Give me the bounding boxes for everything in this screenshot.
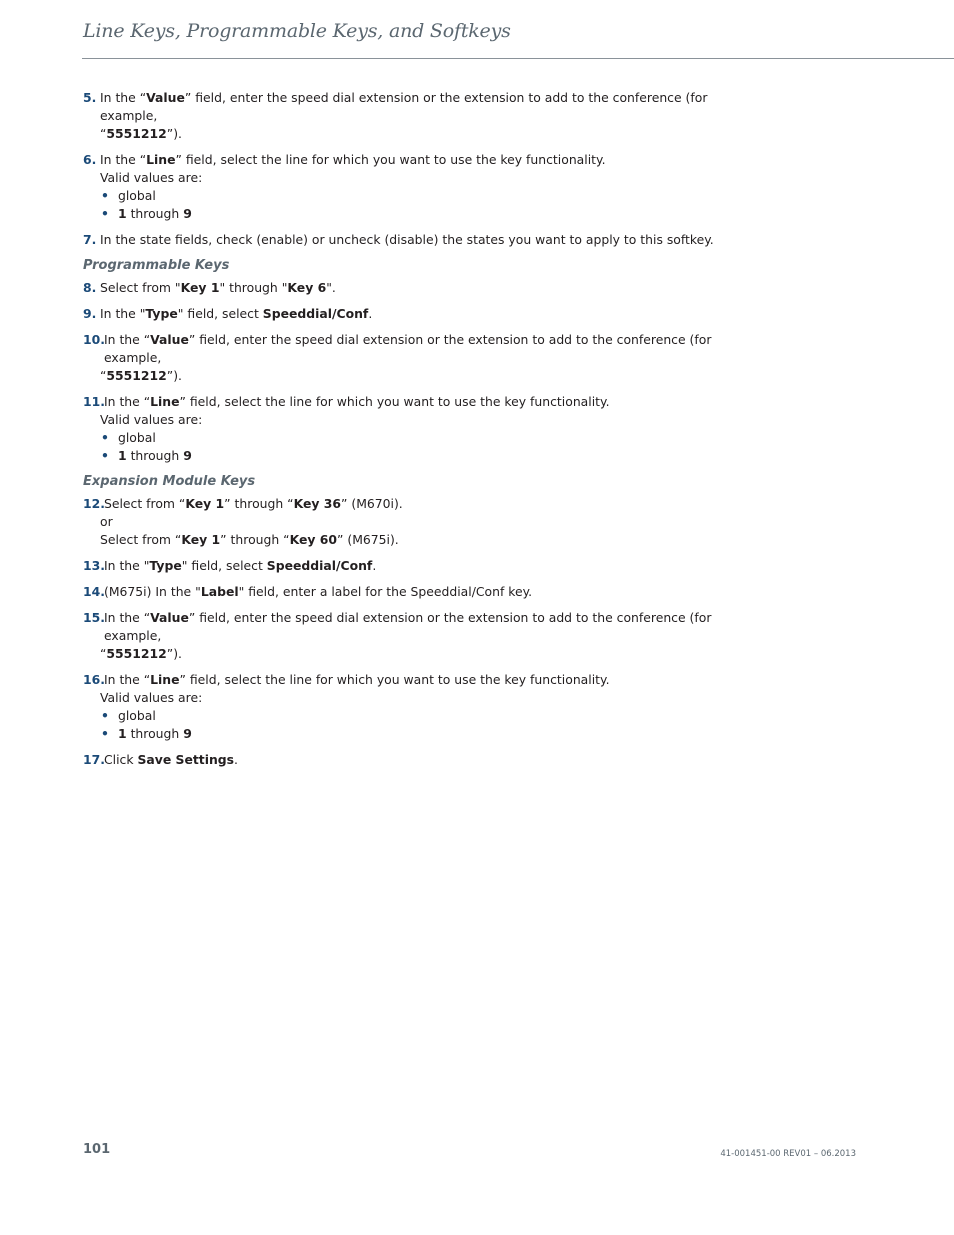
text: Select from “ — [100, 532, 182, 547]
step-number: 10. — [83, 332, 105, 347]
text: ” field, select the line for which you want to use the key functionality. — [179, 394, 610, 409]
step-number: 12. — [83, 496, 105, 511]
text: Click — [104, 752, 138, 767]
text: In the “ — [100, 152, 147, 167]
document-body — [83, 89, 743, 777]
text: Select from “ — [104, 496, 186, 511]
key-name: Key 60 — [289, 532, 337, 547]
text: ” field, enter the speed dial extension or the extension to add to the conference (for example, — [104, 332, 712, 365]
step-text — [104, 393, 743, 411]
key-name: Key 1 — [181, 532, 221, 547]
text: global — [118, 188, 156, 203]
text: " field, select — [177, 306, 263, 321]
valid-values-label: Valid values are: — [100, 170, 203, 185]
list-item — [100, 429, 743, 447]
step-text — [104, 495, 743, 513]
step-number: 5. — [83, 90, 97, 105]
step-number: 9. — [83, 306, 97, 321]
text: 1 — [118, 206, 127, 221]
button-name: Save Settings — [137, 752, 235, 767]
text: ” field, enter the speed dial extension or the extension to add to the conference (for example, — [100, 90, 708, 123]
step-number: 6. — [83, 152, 97, 167]
text: ” field, enter the speed dial extension or the extension to add to the conference (for example, — [104, 610, 712, 643]
text: ” through “ — [224, 496, 294, 511]
text: In the “ — [104, 610, 151, 625]
page-header-title: Line Keys, Programmable Keys, and Softkeys — [83, 20, 511, 42]
step-number: 17. — [83, 752, 105, 767]
field-name: Type — [149, 558, 182, 573]
step-text — [100, 279, 743, 297]
text: . — [234, 752, 238, 767]
text: ” through “ — [220, 532, 290, 547]
text: . — [372, 558, 377, 573]
step-text — [104, 671, 743, 689]
text: “ — [100, 126, 107, 141]
step-text: In the state fields, check (enable) or uncheck (disable) the states you want to apply to this softkey. — [100, 232, 714, 247]
text: global — [118, 430, 156, 445]
valid-values-list — [104, 707, 743, 743]
text: " through " — [219, 280, 288, 295]
step-number: 8. — [83, 280, 97, 295]
list-item — [100, 707, 743, 725]
text: 9 — [183, 448, 192, 463]
text: " field, enter a label for the Speeddial/Conf key. — [238, 584, 533, 599]
text-line — [100, 367, 182, 385]
step-9 — [83, 305, 743, 323]
text: global — [118, 708, 156, 723]
text: In the “ — [104, 672, 151, 687]
list-item — [100, 447, 743, 465]
key-name: Key 1 — [185, 496, 225, 511]
text: Select from " — [100, 280, 181, 295]
text: through — [126, 448, 184, 463]
step-number: 16. — [83, 672, 105, 687]
example-number: 5551212 — [106, 126, 167, 141]
text: In the " — [104, 558, 150, 573]
text: ”). — [166, 126, 182, 141]
example-number: 5551212 — [106, 368, 167, 383]
option-name: Speeddial/Conf — [262, 306, 369, 321]
step-text — [100, 609, 743, 663]
text: ” field, select the line for which you want to use the key functionality. — [175, 152, 606, 167]
page-number: 101 — [83, 1142, 111, 1157]
text: ”). — [166, 368, 182, 383]
field-name: Line — [150, 672, 180, 687]
text: 1 — [118, 726, 127, 741]
valid-values-label: Valid values are: — [100, 690, 203, 705]
or-text: or — [100, 514, 113, 529]
step-11 — [83, 393, 743, 465]
text: (M675i) In the " — [104, 584, 201, 599]
step-10 — [83, 331, 743, 385]
step-8 — [83, 279, 743, 297]
step-5 — [83, 89, 743, 143]
key-name: Key 1 — [180, 280, 220, 295]
list-item — [100, 187, 743, 205]
text: 9 — [183, 206, 192, 221]
text: ” (M670i). — [341, 496, 403, 511]
list-item — [100, 725, 743, 743]
text: " field, select — [181, 558, 267, 573]
step-number: 15. — [83, 610, 105, 625]
valid-values-list — [100, 187, 743, 223]
step-13 — [83, 557, 743, 575]
text: In the “ — [104, 332, 151, 347]
text: through — [126, 726, 184, 741]
example-number: 5551212 — [106, 646, 167, 661]
text: 9 — [183, 726, 192, 741]
field-name: Type — [145, 306, 178, 321]
valid-values-list — [104, 429, 743, 465]
step-6 — [83, 151, 743, 223]
section-heading-expansion-module-keys: Expansion Module Keys — [83, 474, 256, 489]
document-id: 41-001451-00 REV01 – 06.2013 — [720, 1149, 856, 1159]
step-text — [100, 151, 743, 169]
step-text — [104, 583, 743, 601]
text: “ — [100, 368, 107, 383]
field-name: Line — [146, 152, 176, 167]
field-name: Label — [200, 584, 239, 599]
header-divider — [82, 58, 954, 59]
text: . — [368, 306, 373, 321]
step-15 — [83, 609, 743, 663]
step-16 — [83, 671, 743, 743]
text: ” (M675i). — [337, 532, 399, 547]
step-17 — [83, 751, 743, 769]
key-name: Key 6 — [287, 280, 327, 295]
step-text — [104, 751, 743, 769]
step-number: 11. — [83, 394, 105, 409]
step-text — [100, 331, 743, 385]
field-name: Value — [146, 90, 185, 105]
list-item — [100, 205, 743, 223]
step-text — [100, 89, 743, 143]
step-number: 13. — [83, 558, 105, 573]
field-name: Value — [150, 332, 189, 347]
step-number: 14. — [83, 584, 105, 599]
text: In the “ — [100, 90, 147, 105]
text: ” field, select the line for which you want to use the key functionality. — [179, 672, 610, 687]
text: 1 — [118, 448, 127, 463]
text: ". — [326, 280, 336, 295]
field-name: Line — [150, 394, 180, 409]
key-name: Key 36 — [293, 496, 341, 511]
text: through — [126, 206, 184, 221]
text: In the “ — [104, 394, 151, 409]
text: “ — [100, 646, 107, 661]
text-line — [100, 645, 182, 663]
step-12 — [83, 495, 743, 549]
step-text — [100, 305, 743, 323]
valid-values-label: Valid values are: — [100, 412, 203, 427]
text: In the " — [100, 306, 146, 321]
section-heading-programmable-keys: Programmable Keys — [83, 258, 230, 273]
step-7 — [83, 231, 743, 249]
text: ”). — [166, 646, 182, 661]
field-name: Value — [150, 610, 189, 625]
step-14 — [83, 583, 743, 601]
step-text — [100, 531, 743, 549]
step-number: 7. — [83, 232, 97, 247]
option-name: Speeddial/Conf — [266, 558, 373, 573]
step-text — [104, 557, 743, 575]
